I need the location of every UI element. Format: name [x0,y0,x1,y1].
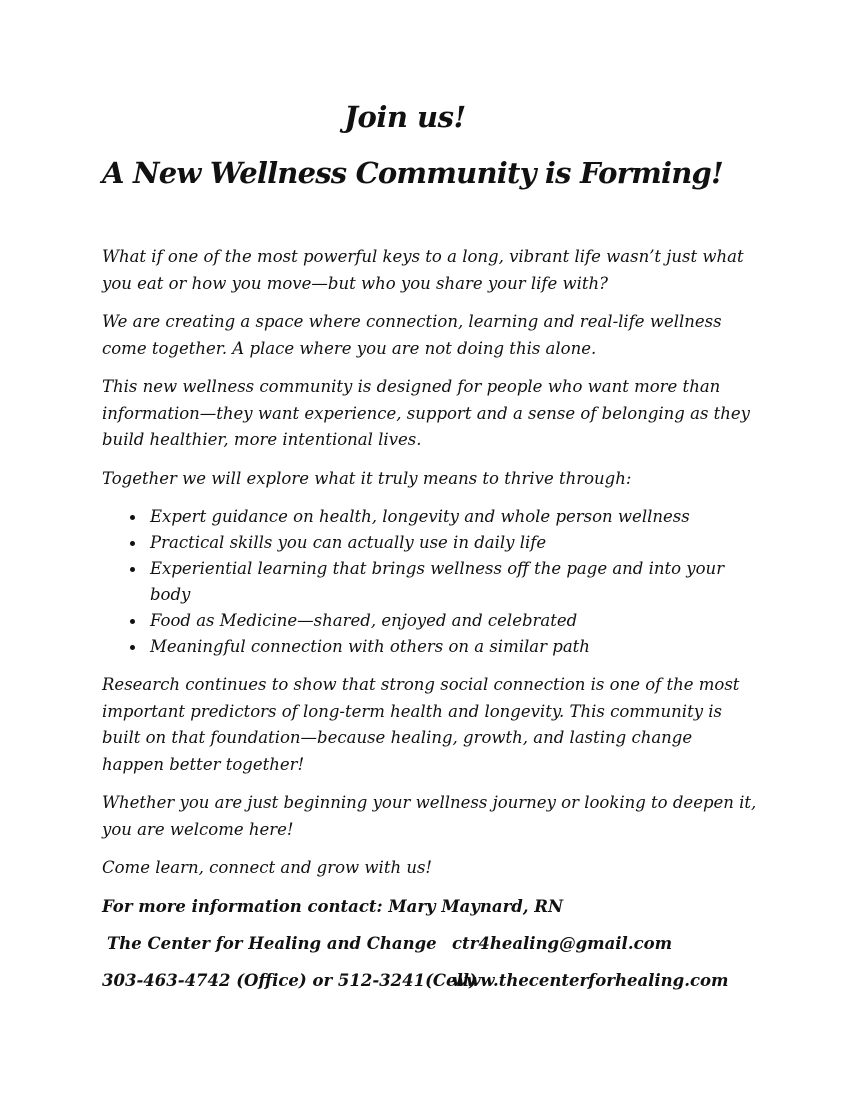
contact-intro: For more information contact: Mary Maynard, RN [102,896,564,916]
thrive-list [102,504,757,660]
intro-paragraph-4: Together we will explore what it truly means to thrive through: [102,468,632,488]
organization-name: The Center for Healing and Change [107,933,437,953]
research-paragraph: Research continues to show that strong social connection is one of the most important predictors of long-term health and longevity. This community is built on that foundation—because healing, growth, and lasting change happen better together! [102,675,740,774]
call-to-action: Come learn, connect and grow with us! [102,858,433,877]
flyer-body [102,244,757,994]
list-item: Expert guidance on health, longevity and whole person wellness [150,504,757,530]
contact-block [102,894,757,994]
email-link[interactable]: ctr4healing@gmail.com [452,933,673,953]
list-item: Experiential learning that brings wellness off the page and into your body [150,556,757,608]
website-link[interactable]: www.thecenterforhealing.com [452,970,729,990]
welcome-paragraph: Whether you are just beginning your wellness journey or looking to deepen it, you are welcome here! [102,793,757,839]
intro-paragraph-1: What if one of the most powerful keys to a long, vibrant life wasn’t just what you eat or how you move—but who you share your life with? [102,247,744,293]
heading-join-us: Join us! [344,100,466,134]
heading-new-community: A New Wellness Community is Forming! [102,156,723,190]
list-item: Food as Medicine—shared, enjoyed and celebrated [150,608,757,634]
contact-row-organization [102,931,757,957]
phone-numbers: 303-463-4742 (Office) or 512-3241(Cell) [102,970,477,990]
contact-row-phones [102,968,757,994]
intro-paragraph-2: We are creating a space where connection, learning and real-life wellness come together. A place where you are not doing this alone. [102,312,722,358]
list-item: Practical skills you can actually use in daily life [150,530,757,556]
intro-paragraph-3: This new wellness community is designed for people who want more than information—they want experience, support and a sense of belonging as they build healthier, more intentional lives. [102,377,751,449]
list-item: Meaningful connection with others on a similar path [150,634,757,660]
